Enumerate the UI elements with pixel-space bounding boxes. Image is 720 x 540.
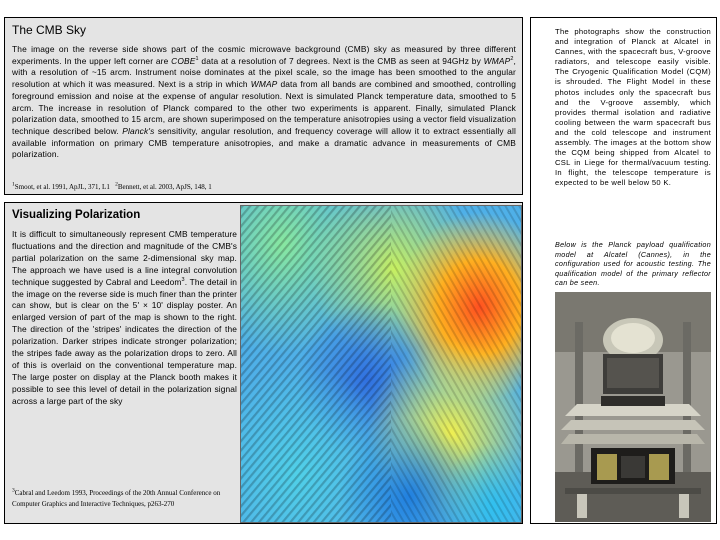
cmb-sky-title: The CMB Sky [12,23,87,37]
footnote-1: Smoot, et al. 1991, ApJL, 371, L1 [14,183,110,191]
polarization-title: Visualizing Polarization [12,209,141,221]
cmb-footnotes: $^1$Smoot, et al. 1991, ApJL, 371, L1 $^2$Bennett, et al. 2003, ApJS, 148, 1 [12,181,212,191]
polarization-body: It is difficult to simultaneously represent CMB temperature fluctuations and the direction and magnitude of the CMB's partial polarization on the same 2-dimensional sky map. The approach we have used is a line integral convolution technique suggested by Cabral and Leedom$^3$. The detail in the image on the reverse side is much finer than the printer can show, but is clear on the 5' × 10' display poster. An enlarged version of part of the map is shown to the right. The direction of the 'stripes' indicates the direction of the polarization. Darker stripes indicate stronger polarization; the stripes fade away as the polarization drops to zero. All of this is overlaid on the conventional temperature map. The large poster on display at the Planck booth makes it possible to see this level of detail in the polarization signal across a large part of the sky [12,229,237,406]
payload-photo [555,292,711,522]
polarization-map-image [240,205,522,523]
photo-caption: Below is the Planck payload qualification model at Alcatel (Cannes), in the configuration used for acoustic testing. The qualification model of the primary reflector can be seen. [555,240,711,288]
sidebar-description: The photographs show the construction and integration of Planck at Alcatel in Cannes, with the spacecraft bus, V-groove radiators, and telescope easily visible. The Cryogenic Qualification Model (CQM) is shrouded. The Flight Model in these photos includes only the spacecraft bus and the V-groove assembly, which provides thermal isolation and radiative cooling between the warm spacecraft bus and the cold telescope and instrument assembly. The images at the bottom show the CQM being shipped from Alcatel to CSL in Liege for thermal/vacuum testing. In flight, the telescope temperature is expected to be well below 50 K. [555,27,711,188]
footnote-3: $^3$Cabral and Leedom 1993, Proceedings of the 20th Annual Conference on Computer Graphics and Interactive Techniques, p263-270 [12,487,221,508]
cmb-sky-body: The image on the reverse side shows part of the cosmic microwave background (CMB) sky as measured by three different experiments. In the upper left corner are COBE$^1$ data at a resolution of 7 degrees. Next is the CMB as seen at 94GHz by WMAP$^2$, with a resolution of ~15 arcm. Instrument noise dominates at the pixel scale, so the image has been smoothed to the angular resolution at which it was measured. Next is a strip in which WMAP data from all bands are combined and smoothed, controlling foreground emission and noise at the expense of angular resolution. Next is simulated Planck temperature data, smoothed to 5 arcm. The increase in resolution of Planck compared to the other two experiments is apparent. Finally, simulated Planck polarization data, smoothed to 15 arcm, are shown superimposed on the temperature anisotropies using a vector field visualization technique described below. Planck's sensitivity, angular resolution, and frequency coverage will allow it to extract essentially all available information on primary CMB temperature anisotropies, and make a dramatic advance in measurements of CMB polarization. [12,44,517,160]
footnote-2: Bennett, et al. 2003, ApJS, 148, 1 [117,183,212,191]
